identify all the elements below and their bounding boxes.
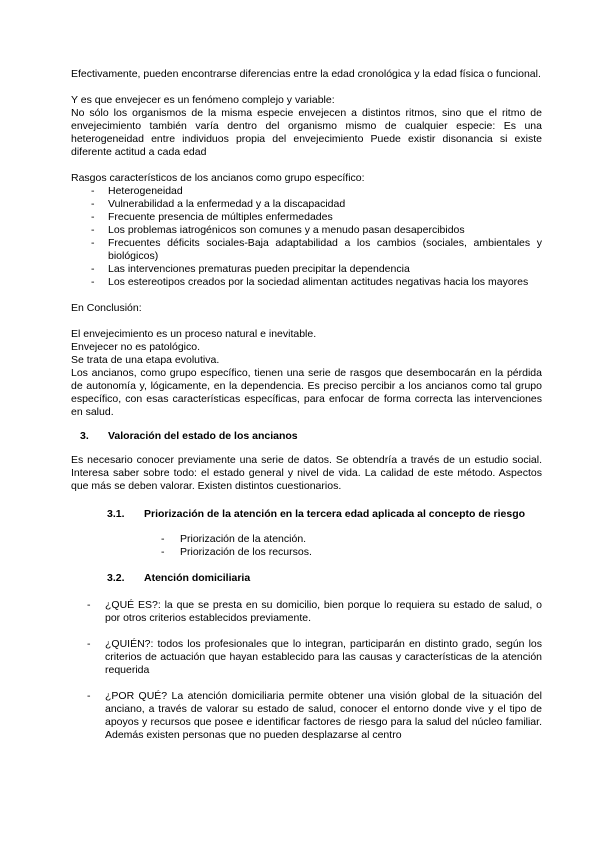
complexity-line: Y es que envejecer es un fenómeno complejo y variable: — [71, 94, 335, 106]
list-item: - ¿POR QUÉ? La atención domiciliaria permite obtener una visión global de la situación del anciano, a través de valorar su estado de salud, conocer el entorno donde vive y el tipo de apoyos y recursos que posee e identificar factores de riesgo para la salud del núcleo familiar. Además existen personas que no pueden desplazarse al centro — [71, 690, 542, 742]
list-item: - Los estereotipos creados por la sociedad alimentan actitudes negativas hacia los mayores — [71, 276, 542, 289]
list-item: - Priorización de los recursos. — [71, 546, 542, 559]
conclusion-line: Envejecer no es patológico. — [71, 341, 200, 353]
heterogeneity-paragraph: No sólo los organismos de la misma especie envejecen a distintos ritmos, sino que el ritmo de envejecimiento también varía dentro del organismo mismo de cualquier especie: Es una heterogeneidad entre individuos propia del envejecimiento Puede existir disonancia si existe diferente actitud a cada edad — [71, 107, 542, 158]
section-3-heading — [71, 430, 542, 443]
list-item: - ¿QUIÉN?: todos los profesionales que lo integran, participarán en distinto grado, según los criterios de actuación que hayan establecido para las causas y características de la atención requerida — [71, 638, 542, 677]
atencion-domiciliaria-list — [71, 599, 542, 742]
conclusion-paragraph: Los ancianos, como grupo específico, tienen una serie de rasgos que desembocarán en la pérdida de autonomía y, lógicamente, en la dependencia. Es preciso percibir a los ancianos como tal grupo específico, con esas características específicas, para enfocar de forma correcta las intervenciones en salud. — [71, 367, 542, 418]
list-item: - Heterogeneidad — [71, 185, 542, 198]
list-item: - Frecuentes déficits sociales-Baja adaptabilidad a los cambios (sociales, ambientales y biológicos) — [71, 237, 542, 263]
list-item: - ¿QUÉ ES?: la que se presta en su domicilio, bien porque lo requiera su estado de salud, o por otros criterios establecidos previamente. — [71, 599, 542, 625]
document-page — [71, 68, 542, 755]
subsection-number: 3.1. — [107, 508, 125, 520]
conclusion-line: Se trata de una etapa evolutiva. — [71, 354, 220, 366]
list-item: - Priorización de la atención. — [71, 533, 542, 546]
list-item: - Frecuente presencia de múltiples enfermedades — [71, 211, 542, 224]
subsection-title: Atención domiciliaria — [144, 572, 251, 584]
rasgos-list — [71, 185, 542, 289]
conclusion-heading: En Conclusión: — [71, 302, 142, 314]
conclusion-line: El envejecimiento es un proceso natural e inevitable. — [71, 328, 317, 340]
subsection-number: 3.2. — [107, 572, 125, 584]
list-item: - Vulnerabilidad a la enfermedad y a la discapacidad — [71, 198, 542, 211]
section-number: 3. — [80, 430, 89, 442]
rasgos-heading: Rasgos característicos de los ancianos como grupo específico: — [71, 172, 365, 184]
subsection-3-1-heading — [71, 508, 542, 521]
subsection-title: Priorización de la atención en la tercera edad aplicada al concepto de riesgo — [144, 508, 526, 520]
section-3-paragraph: Es necesario conocer previamente una serie de datos. Se obtendría a través de un estudio social. Interesa saber sobre todo: el estado general y nivel de vida. La calidad de este método. Aspectos que más se deben valorar. Existen distintos cuestionarios. — [71, 454, 542, 492]
priorizacion-list — [71, 533, 542, 559]
intro-paragraph: Efectivamente, pueden encontrarse diferencias entre la edad cronológica y la edad física o funcional. — [71, 68, 541, 80]
subsection-3-2-heading — [71, 572, 542, 585]
section-title: Valoración del estado de los ancianos — [108, 430, 298, 442]
list-item: - Los problemas iatrogénicos son comunes y a menudo pasan desapercibidos — [71, 224, 542, 237]
list-item: - Las intervenciones prematuras pueden precipitar la dependencia — [71, 263, 542, 276]
